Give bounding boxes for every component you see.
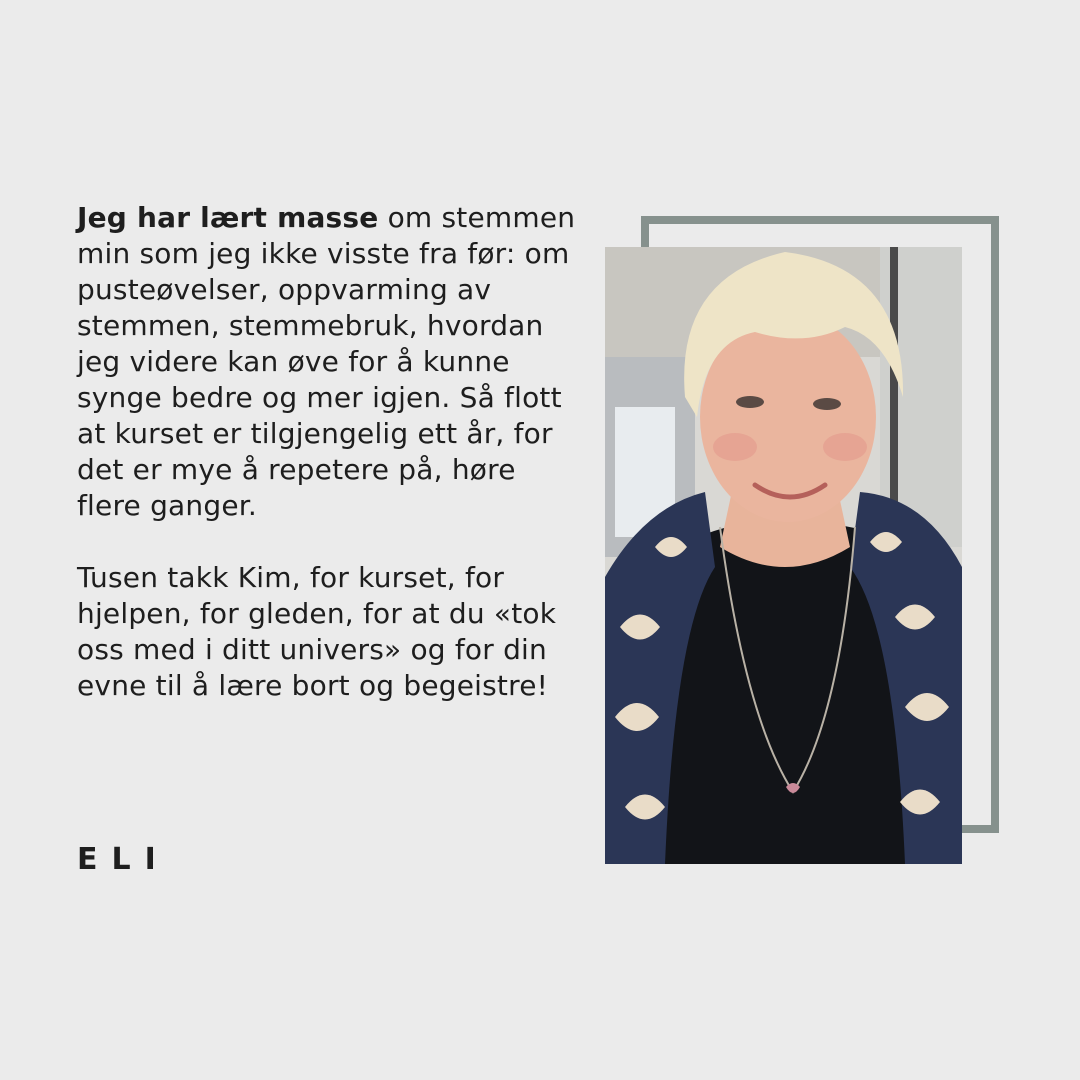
testimonial-signature: ELI — [77, 842, 170, 877]
testimonial-lead-rest: om stemmen min som jeg ikke visste fra før: om pusteøvelser, oppvarming av stemmen, stemmebruk, hvordan jeg videre kan øve for å kunne synge bedre og mer igjen. Så flott at kurset er tilgjengelig ett år, for det er mye å repetere på, høre flere ganger. — [77, 201, 576, 522]
testimonial-paragraph-2: Tusen takk Kim, for kurset, for hjelpen, for gleden, for at du «tok oss med i ditt univers» og for din evne til å lære bort og begeistre! — [77, 561, 557, 702]
testimonial-lead-bold: Jeg har lært masse — [77, 201, 379, 234]
portrait-illustration — [605, 247, 962, 864]
portrait-photo — [605, 247, 962, 864]
testimonial-paragraph-1 — [77, 200, 587, 524]
testimonial-text — [77, 200, 587, 704]
